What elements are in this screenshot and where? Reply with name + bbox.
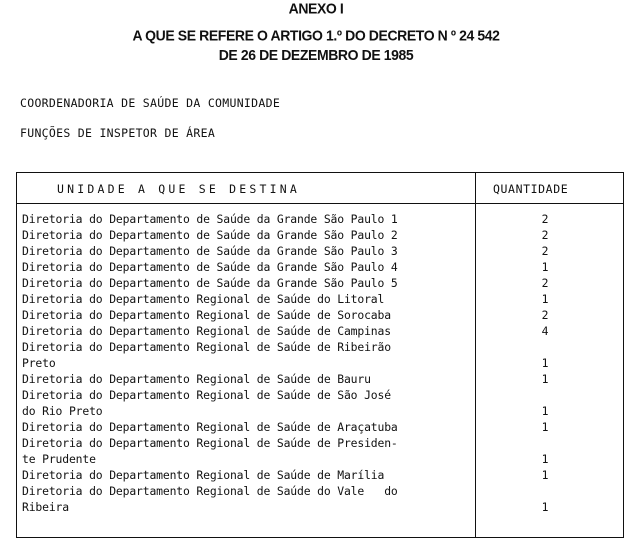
unit-cell: Diretoria do Departamento de Saúde da Grande São Paulo 1 [22, 212, 398, 226]
quantity-cell: 4 [541, 324, 549, 338]
table-row [22, 211, 622, 227]
annex-date: DE 26 DE DEZEMBRO DE 1985 [218, 46, 414, 64]
quantity-cell [475, 339, 615, 355]
quantity-cell: 1 [541, 452, 549, 466]
unit-cell: Diretoria do Departamento Regional de Saúde do Vale do [22, 484, 398, 498]
unit-cell: te Prudente [22, 452, 96, 466]
table-row [22, 323, 622, 339]
unit-cell: do Rio Preto [22, 404, 103, 418]
unit-cell: Diretoria do Departamento de Saúde da Grande São Paulo 3 [22, 244, 398, 258]
quantity-cell: 1 [541, 292, 549, 306]
table-row [22, 371, 622, 387]
quantity-cell: 2 [541, 308, 549, 322]
table-row [22, 467, 622, 483]
unit-cell: Diretoria do Departamento Regional de Saúde de Araçatuba [22, 420, 398, 434]
table-row [22, 259, 622, 275]
table-row [22, 451, 622, 467]
table-row [22, 419, 622, 435]
table-row [22, 403, 622, 419]
quantity-cell: 1 [541, 468, 549, 482]
table-row [22, 243, 622, 259]
table-row [22, 355, 622, 371]
quantity-cell: 1 [541, 356, 549, 370]
quantity-cell: 1 [541, 404, 549, 418]
quantity-cell [475, 435, 615, 451]
quantity-cell: 1 [541, 420, 549, 434]
unit-cell: Diretoria do Departamento Regional de Saúde de Campinas [22, 324, 391, 338]
unit-cell: Diretoria do Departamento Regional de Saúde de São José [22, 388, 391, 402]
table-row [22, 387, 622, 403]
quantity-cell: 1 [541, 260, 549, 274]
unit-cell: Diretoria do Departamento Regional de Saúde de Bauru [22, 372, 371, 386]
column-header-quantity: QUANTIDADE [493, 182, 569, 196]
positions-table [16, 172, 624, 538]
unit-cell: Diretoria do Departamento Regional de Saúde de Ribeirão [22, 340, 391, 354]
unit-cell: Diretoria do Departamento Regional de Saúde de Sorocaba [22, 308, 391, 322]
unit-cell: Diretoria do Departamento Regional de Saúde de Marília [22, 468, 385, 482]
unit-cell: Ribeira [22, 500, 69, 514]
organization-heading: COORDENADORIA DE SAÚDE DA COMUNIDADE [20, 96, 281, 110]
unit-cell: Diretoria do Departamento de Saúde da Grande São Paulo 4 [22, 260, 398, 274]
quantity-cell: 2 [541, 228, 549, 242]
table-row [22, 499, 622, 515]
quantity-cell: 1 [541, 372, 549, 386]
quantity-cell: 2 [541, 244, 549, 258]
annex-title: ANEXO I [288, 0, 344, 17]
annex-reference: A QUE SE REFERE O ARTIGO 1.º DO DECRETO N º 24 542 [132, 26, 500, 44]
quantity-cell [475, 483, 615, 499]
header-divider [17, 203, 623, 204]
table-row [22, 435, 622, 451]
function-heading: FUNÇÕES DE INSPETOR DE ÁREA [20, 126, 216, 140]
table-row [22, 483, 622, 499]
quantity-cell: 2 [541, 276, 549, 290]
quantity-cell: 1 [541, 500, 549, 514]
table-row [22, 339, 622, 355]
table-body [22, 211, 622, 515]
table-row [22, 307, 622, 323]
table-row [22, 275, 622, 291]
unit-cell: Preto [22, 356, 56, 370]
quantity-cell [475, 387, 615, 403]
unit-cell: Diretoria do Departamento Regional de Saúde de Presiden- [22, 436, 398, 450]
unit-cell: Diretoria do Departamento Regional de Saúde do Litoral [22, 292, 385, 306]
table-row [22, 291, 622, 307]
unit-cell: Diretoria do Departamento de Saúde da Grande São Paulo 2 [22, 228, 398, 242]
column-header-unit: UNIDADE A QUE SE DESTINA [57, 182, 300, 196]
table-row [22, 227, 622, 243]
quantity-cell: 2 [541, 212, 549, 226]
unit-cell: Diretoria do Departamento de Saúde da Grande São Paulo 5 [22, 276, 398, 290]
